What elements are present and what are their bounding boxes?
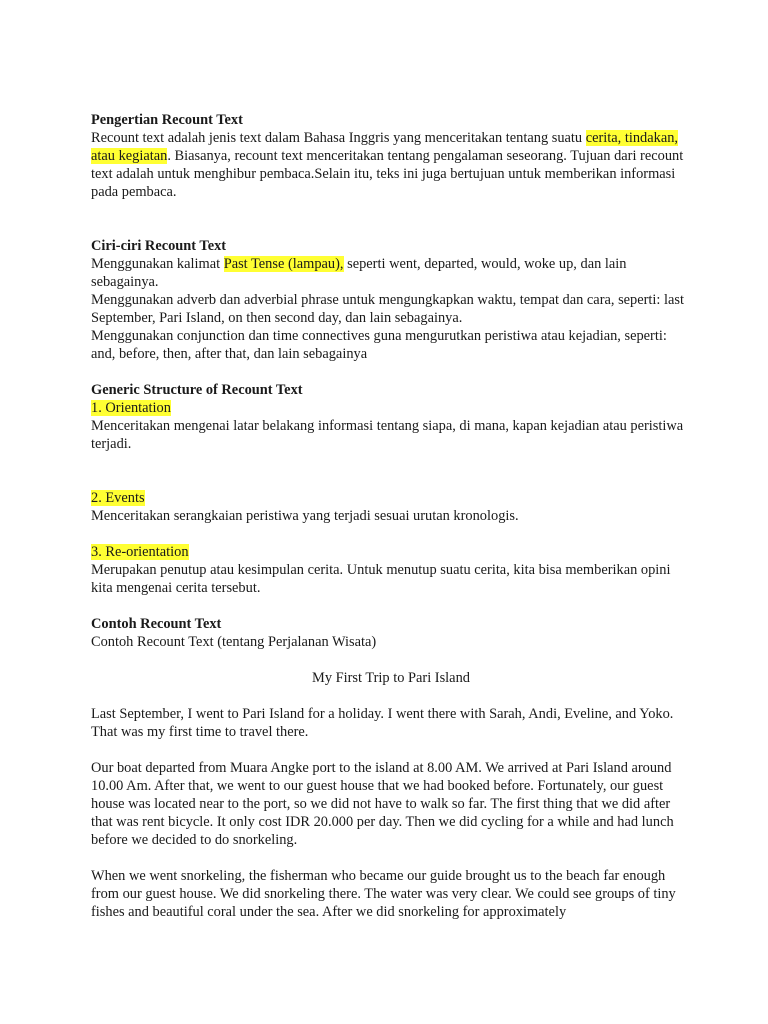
heading-ciri: Ciri-ciri Recount Text (91, 238, 227, 254)
story-paragraph-1: Last September, I went to Pari Island for a holiday. I went there with Sarah, Andi, Eveline, and Yoko. That was my first time to travel there. (91, 706, 674, 740)
heading-structure: Generic Structure of Recount Text (91, 382, 303, 398)
structure-orientation-label-line (91, 399, 691, 417)
highlight-past-tense: Past Tense (lampau), (223, 256, 344, 272)
paragraph-pengertian (91, 129, 691, 201)
spacer (91, 849, 691, 867)
document-page (91, 111, 691, 921)
ciri-item-1-text-b: seperti went, departed, would, woke up, dan lain sebagainya. (91, 256, 627, 290)
story-title: My First Trip to Pari Island (312, 670, 470, 686)
ciri-item-3: Menggunakan conjunction dan time connectives guna mengurutkan peristiwa atau kejadian, seperti: and, before, then, after that, dan lain sebagainya (91, 328, 667, 362)
highlight-reorientation: 3. Re-orientation (91, 544, 189, 560)
paragraph-pengertian-text-a: Recount text adalah jenis text dalam Bahasa Inggris yang menceritakan tentang suatu (91, 130, 586, 146)
ciri-item-1-text-a: Menggunakan kalimat (91, 256, 224, 272)
story-paragraph-2: Our boat departed from Muara Angke port to the island at 8.00 AM. We arrived at Pari Island around 10.00 Am. After that, we went to our guest house that we had booked before. Fortunately, our guest house was located near to the port, so we did not have to walk so far. The first thing that we did after that was rent bicycle. It only cost IDR 20.000 per day. Then we did cycling for a while and had lunch before we decided to do snorkeling. (91, 760, 674, 848)
ciri-item-2: Menggunakan adverb dan adverbial phrase untuk mengungkapkan waktu, tempat dan cara, seperti: last September, Pari Island, on then second day, dan lain sebagainya. (91, 292, 685, 326)
spacer (91, 741, 691, 759)
structure-events-text: Menceritakan serangkaian peristiwa yang terjadi sesuai urutan kronologis. (91, 508, 519, 524)
spacer (91, 525, 691, 543)
highlight-orientation: 1. Orientation (91, 400, 171, 416)
structure-events-label-line (91, 489, 691, 507)
paragraph-pengertian-text-b: . Biasanya, recount text menceritakan tentang pengalaman seseorang. Tujuan dari recount text adalah untuk menghibur pembaca.Selain itu, teks ini juga bertujuan untuk memberikan informasi pada pembaca. (91, 148, 684, 200)
highlight-cerita: cerita, tindakan, atau kegiatan (91, 130, 679, 164)
contoh-subheading: Contoh Recount Text (tentang Perjalanan Wisata) (91, 634, 377, 650)
spacer (91, 597, 691, 615)
spacer (91, 651, 691, 669)
spacer (91, 201, 691, 237)
heading-contoh: Contoh Recount Text (91, 616, 222, 632)
heading-pengertian: Pengertian Recount Text (91, 112, 243, 128)
highlight-events: 2. Events (91, 490, 145, 506)
structure-reorientation-text: Merupakan penutup atau kesimpulan cerita. Untuk menutup suatu cerita, kita bisa memberikan opini kita mengenai cerita tersebut. (91, 562, 671, 596)
structure-orientation-text: Menceritakan mengenai latar belakang informasi tentang siapa, di mana, kapan kejadian atau peristiwa terjadi. (91, 418, 684, 452)
structure-reorientation-label-line (91, 543, 691, 561)
spacer (91, 687, 691, 705)
spacer (91, 453, 691, 489)
ciri-item-1 (91, 255, 691, 291)
spacer (91, 363, 691, 381)
story-paragraph-3: When we went snorkeling, the fisherman who became our guide brought us to the beach far enough from our guest house. We did snorkeling there. The water was very clear. We could see groups of tiny fishes and beautiful coral under the sea. After we did snorkeling for approximately (91, 868, 676, 920)
